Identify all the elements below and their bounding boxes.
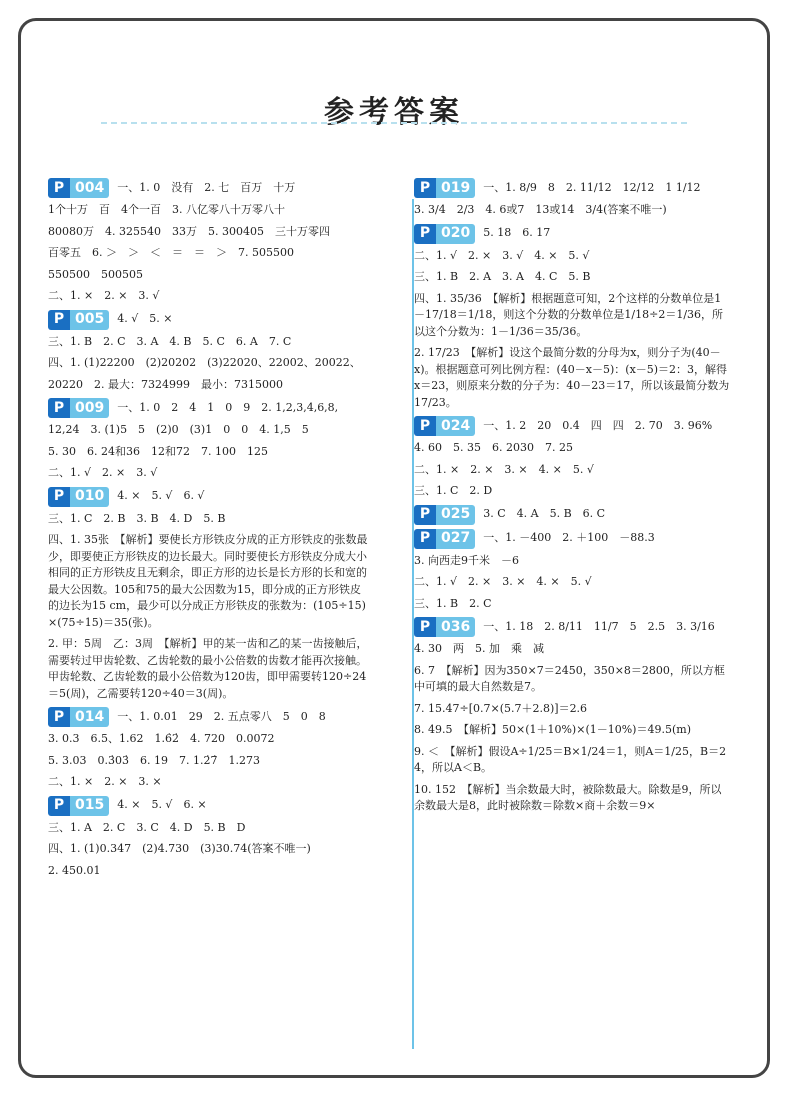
answer-line: 20220 2. 最大：7324999 最小：7315000 [48,377,283,391]
page-number-badge [414,416,475,436]
answer-line: 3. C 4. A 5. B 6. C [483,507,606,521]
page-badge-letter: P [414,178,436,198]
answer-section [48,398,370,482]
section-header [414,505,732,525]
page-badge-letter: P [414,224,436,244]
section-header [48,796,370,816]
answer-section [414,529,732,613]
page-number-badge [414,224,475,244]
title-divider [101,122,687,124]
answer-line: 12,24 3. (1)5 5 (2)0 (3)1 0 0 4. 1,5 5 [48,423,309,436]
right-column [414,178,732,820]
answer-line: 一、1. 0.01 29 2. 五点零八 5 0 8 [117,709,326,723]
page-number-badge [414,178,475,198]
page-badge-number: 005 [70,310,109,330]
answer-line: 一、1. 2 20 0.4 四 四 2. 70 3. 96% [483,418,713,432]
section-header [414,529,732,549]
answer-line: 二、1. √ 2. × 3. √ [48,466,158,479]
answer-line: 5. 3.03 0.3̇03̇ 6. 19 7. 1.2̇7̇ 1.273 [48,753,260,767]
page-badge-letter: P [414,529,436,549]
answer-section [48,487,370,703]
section-header [414,416,732,436]
section-header [48,707,370,727]
page-badge-letter: P [48,487,70,507]
page-number-badge [48,707,109,727]
page-badge-letter: P [48,707,70,727]
answer-line: 3. 向西走9千米 －6 [414,553,519,567]
answer-line: 一、1. 0 没有 2. 七 百万 十万 [117,180,296,194]
page-title: 参考答案 [324,95,464,130]
answer-section [414,178,732,219]
answer-line: 一、1. 18 2. 8/11 11/7 5 2.5 3. 3/16 [483,619,715,633]
answer-line: 二、1. √ 2. × 3. × 4. × 5. √ [414,575,592,588]
answer-line: 9. ＜ 【解析】假设A÷1/25＝B×1/24＝1，则A＝1/25，B＝24，所以A＜B。 [414,744,727,774]
answer-line: 5. 18 6. 17 [483,226,551,240]
answer-line: 二、1. √ 2. × 3. √ 4. × 5. √ [414,248,590,262]
answer-line: 4. × 5. √ 6. √ [117,489,205,503]
page-badge-number: 024 [436,416,475,436]
answer-line: 四、1. 35/36 【解析】根据题意可知，2个这样的分数单位是1－17/18＝1/18，则这个分数的分数单位是1/18÷2＝1/36，所以这个分数为：1－1/36＝35/36。 [414,291,724,338]
page-badge-number: 036 [436,617,475,637]
page-number-badge [48,310,109,330]
page-badge-letter: P [414,505,436,525]
answer-section [414,505,732,525]
section-header [48,487,370,507]
answer-section [48,796,370,880]
answer-line: 三、1. B 2. A 3. A 4. C 5. B [414,270,591,283]
page-badge-letter: P [414,617,436,637]
page-badge-letter: P [48,796,70,816]
answer-section [48,707,370,791]
answer-line: 3. 3/4 2/3 4. 6或7 13或14 3/4(答案不唯一) [414,203,667,216]
section-header [48,178,370,198]
page-badge-number: 019 [436,178,475,198]
answer-line: 一、1. －400 2. ＋100 －88.3 [483,531,655,545]
answer-line: 2. 甲：5周 乙：3周 【解析】甲的某一齿和乙的某一齿接触后，需要转过甲齿轮数、乙齿轮数的最小公倍数的齿数才能再次接触。甲齿轮数、乙齿轮数的最小公倍数为120齿，即甲需要转120÷24＝5(周)，乙需要转120÷40＝3(周)。 [48,637,368,700]
answer-line: 2. 450.01 [48,863,101,877]
answer-line: 8. 49.5 【解析】50×(1＋10%)×(1－10%)＝49.5(m) [414,723,691,736]
answer-line: 4. √ 5. × [117,312,173,326]
answer-line: 7. 15.47÷[0.7×(5.7＋2.8)]＝2.6 [414,701,588,715]
answer-line: 四、1. (1)22200 (2)20202 (3)22020、22002、20022、 [48,356,361,369]
section-header [48,310,370,330]
page-badge-number: 014 [70,707,109,727]
answer-line: 三、1. B 2. C [414,596,492,610]
page-badge-letter: P [48,178,70,198]
page-badge-number: 015 [70,796,109,816]
page-number-badge [48,398,109,418]
answer-line: 2. 17/23 【解析】设这个最简分数的分母为x，则分子为(40－x)。根据题意可列比例方程：(40－x－5)：(x－5)＝2：3，解得x＝23，则原来分数的分子为：40－23＝17，所以该最简分数为17/23。 [414,346,730,409]
page-badge-number: 004 [70,178,109,198]
answer-section [48,310,370,394]
answer-line: 1个十万 百 4个一百 3. 八亿零八十万零八十 [48,203,285,216]
page-badge-letter: P [48,398,70,418]
page-badge-number: 025 [436,505,475,525]
page-number-badge [48,178,109,198]
section-header [414,178,732,198]
page-number-badge [48,487,109,507]
page-number-badge [414,505,475,525]
answer-line: 4. 60 5. 35 6. 2030 7. 25 [414,441,573,454]
answer-line: 二、1. × 2. × 3. √ [48,289,160,302]
answer-line: 三、1. A 2. C 3. C 4. D 5. B D [48,820,246,834]
page-number-badge [414,617,475,637]
answer-line: 二、1. × 2. × 3. × 4. × 5. √ [414,462,594,476]
page-badge-letter: P [414,416,436,436]
left-column [48,178,370,884]
answer-line: 二、1. × 2. × 3. × [48,775,162,788]
answer-line: 10. 152 【解析】当余数最大时，被除数最大。除数是9，所以余数最大是8，此时被除数＝除数×商＋余数＝9× [414,782,722,812]
answer-section [48,178,370,305]
answer-line: 6. 7 【解析】因为350×7＝2450，350×8＝2800，所以方框中可填的最大自然数是7。 [414,663,725,693]
answer-line: 四、1. 35张 【解析】要使长方形铁皮分成的正方形铁皮的张数最少，即要使正方形铁皮的边长最大。同时要使长方形铁皮分成大小相同的正方形铁皮且无剩余，即正方形的边长是长方形的长和宽的最大公因数。105和75的最大公因数为15，即分成的正方形铁皮的边长为15 cm，最少可以分成正方形铁皮的张数为：(105÷15)×(75÷15)＝35(张)。 [48,533,368,629]
page-number-badge [414,529,475,549]
answer-line: 550500 500505 [48,267,143,281]
page-badge-letter: P [48,310,70,330]
answer-line: 百零五 6. ＞ ＞ ＜ ＝ ＝ ＞ 7. 505500 [48,246,294,259]
page-badge-number: 010 [70,487,109,507]
answer-section [414,416,732,500]
answer-line: 一、1. 8/9 8 2. 11/12 12/12 1 1/12 [483,180,701,194]
answer-line: 80080万 4. 325540 33万 5. 300405 三十万零四 [48,224,330,238]
answer-line: 5. 30 6. 24和36 12和72 7. 100 125 [48,444,268,458]
answer-line: 3. 0.3 6.5、1.62 1.6̇2̇ 4. 720 0.0072 [48,732,275,745]
page-number-badge [48,796,109,816]
section-header [414,224,732,244]
answer-line: 4. 30 两 5. 加 乘 减 [414,642,544,655]
answer-line: 4. × 5. √ 6. × [117,798,207,812]
answer-line: 四、1. (1)0.347 (2)4.730 (3)30.74(答案不唯一) [48,842,311,855]
answer-line: 三、1. B 2. C 3. A 4. B 5. C 6. A 7. C [48,334,292,348]
answer-section [414,617,732,815]
answer-line: 三、1. C 2. D [414,484,493,497]
page-badge-number: 009 [70,398,109,418]
answer-line: 三、1. C 2. B 3. B 4. D 5. B [48,511,226,525]
page-badge-number: 027 [436,529,475,549]
page-badge-number: 020 [436,224,475,244]
answer-line: 一、1. 0 2 4 1 0 9 2. 1,2,3,4,6,8, [117,400,339,414]
answer-section [414,224,732,412]
section-header [414,617,732,637]
section-header [48,398,370,418]
